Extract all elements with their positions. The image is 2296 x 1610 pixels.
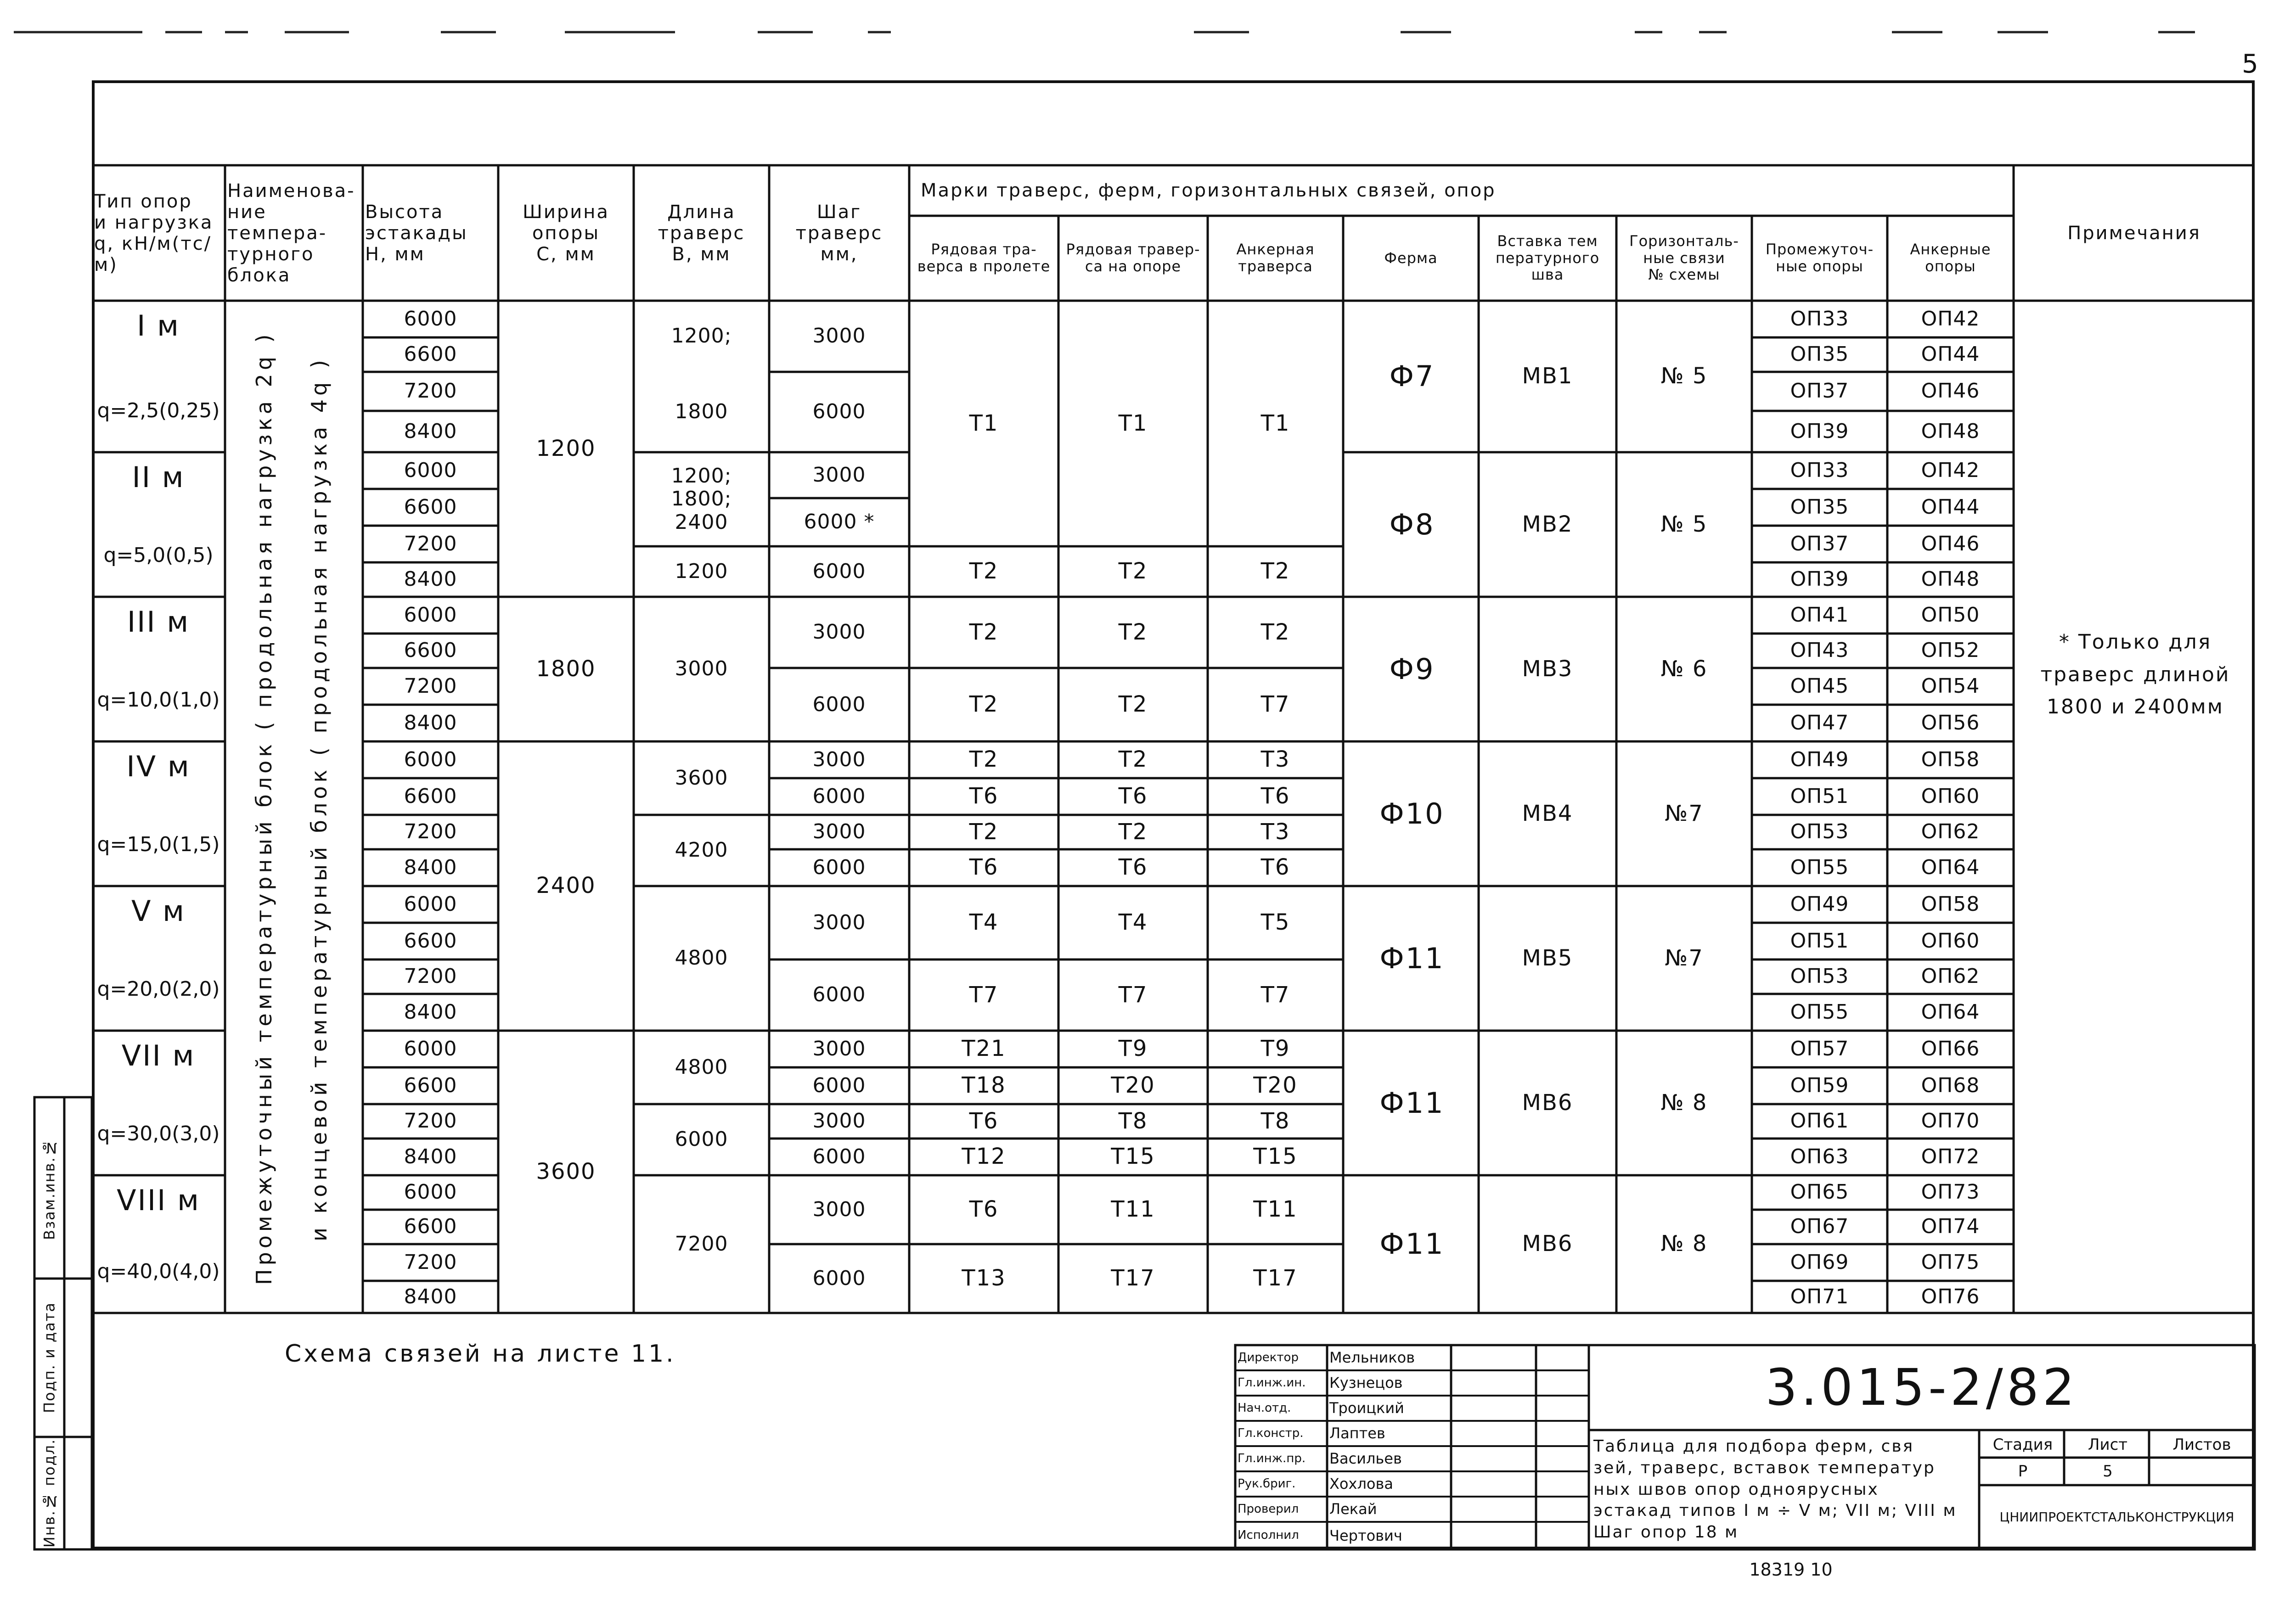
side-label-replace: Взам.инв.№ [40,1138,58,1240]
anchor-support-cell: ОП42 [1921,458,1980,482]
bracing-cell: №7 [1665,945,1704,971]
intermediate-support-cell: ОП39 [1790,419,1849,443]
intermediate-support-cell: ОП47 [1790,711,1849,735]
height-cell: 8400 [404,855,457,879]
subheader-4: Вставка тем пературного шва [1495,232,1600,284]
step-cell: 3000 [812,1197,866,1221]
step-cell: 6000 * [804,510,875,534]
height-cell: 6000 [404,307,457,331]
stamp-role: Гл.инж.пр. [1238,1451,1306,1465]
anchor-traverse-cell: Т11 [1253,1196,1298,1223]
height-cell: 8400 [404,711,457,735]
step-cell: 3000 [812,747,866,771]
row-traverse-support-cell: Т20 [1111,1072,1155,1099]
height-cell: 7200 [404,532,457,555]
side-label-inv: Инв.№ подл. [40,1438,58,1548]
step-cell: 6000 [812,1073,866,1097]
anchor-traverse-cell: Т2 [1261,558,1290,584]
intermediate-support-cell: ОП63 [1790,1144,1849,1168]
side-label-sign: Подп. и дата [40,1302,58,1414]
stamp-name: Чертович [1329,1526,1402,1544]
height-cell: 8400 [404,1144,457,1168]
anchor-support-cell: ОП68 [1921,1073,1980,1097]
length-cell: 1200; [671,324,732,348]
intermediate-support-cell: ОП65 [1790,1180,1849,1204]
height-cell: 6000 [404,892,457,916]
truss-cell: Ф8 [1389,507,1435,541]
intermediate-support-cell: ОП39 [1790,567,1849,591]
length-cell: 7200 [675,1232,728,1256]
intermediate-support-cell: ОП33 [1790,458,1849,482]
load-value: q=40,0(4,0) [97,1259,220,1283]
bottom-mark: 18319 10 [1749,1560,1833,1580]
header-length: Длина траверс В, мм [658,201,745,265]
length-cell: 4200 [675,838,728,862]
anchor-support-cell: ОП54 [1921,674,1980,698]
anchor-traverse-cell: Т3 [1261,819,1290,845]
anchor-support-cell: ОП46 [1921,532,1980,555]
height-cell: 8400 [404,1000,457,1024]
anchor-support-cell: ОП56 [1921,711,1980,735]
support-type: VIII м [117,1184,200,1217]
stage-label: Стадия [1992,1435,2053,1454]
intermediate-support-cell: ОП53 [1790,965,1849,988]
anchor-support-cell: ОП48 [1921,567,1980,591]
anchor-support-cell: ОП46 [1921,379,1980,403]
anchor-support-cell: ОП74 [1921,1215,1980,1239]
subheader-0: Рядовая тра- верса в пролете [917,241,1051,275]
stamp-name: Кузнецов [1329,1374,1403,1392]
step-cell: 3000 [812,910,866,934]
height-cell: 7200 [404,1250,457,1274]
stamp-role: Нач.отд. [1238,1401,1291,1415]
anchor-traverse-cell: Т9 [1261,1036,1290,1062]
row-traverse-span-cell: Т13 [962,1265,1006,1291]
sheet-label: Лист [2088,1435,2128,1454]
height-cell: 6600 [404,639,457,662]
anchor-traverse-cell: Т15 [1253,1144,1298,1170]
row-traverse-support-cell: Т2 [1118,819,1148,845]
header-step: Шаг траверс мм, [795,201,883,265]
anchor-support-cell: ОП58 [1921,747,1980,771]
intermediate-support-cell: ОП53 [1790,820,1849,844]
support-type: II м [132,460,185,494]
header-type: Тип опор и нагрузка q, кН/м(тс/м) [94,191,214,275]
truss-cell: Ф10 [1379,797,1445,830]
row-traverse-span-cell: Т2 [969,619,999,645]
stamp-name: Троицкий [1329,1399,1404,1417]
anchor-support-cell: ОП76 [1921,1285,1980,1308]
block-label-intermediate: Промежуточный температурный блок ( продольная нагрузка 2q ) [252,331,276,1285]
row-traverse-span-cell: Т4 [969,909,999,936]
doc-code: 3.015-2/82 [1765,1358,2078,1417]
header-notes: Примечания [2067,222,2201,244]
support-type: III м [127,605,190,639]
anchor-traverse-cell: Т6 [1261,783,1290,809]
intermediate-support-cell: ОП37 [1790,379,1849,403]
row-traverse-span-cell: Т2 [969,746,999,773]
row-traverse-support-cell: Т2 [1118,691,1148,718]
intermediate-support-cell: ОП49 [1790,892,1849,916]
subheader-2: Анкерная траверса [1236,241,1315,275]
intermediate-support-cell: ОП37 [1790,532,1849,555]
truss-cell: Ф11 [1379,941,1445,975]
anchor-support-cell: ОП44 [1921,495,1980,519]
step-cell: 3000 [812,463,866,487]
anchor-traverse-cell: Т20 [1253,1072,1298,1099]
intermediate-support-cell: ОП55 [1790,1000,1849,1024]
header-marks: Марки траверс, ферм, горизонтальных связей, опор [921,180,1496,201]
anchor-traverse-cell: Т2 [1261,619,1290,645]
sheet-value: 5 [2103,1462,2113,1481]
length-cell: 1800 [675,400,728,424]
bracing-cell: № 8 [1660,1231,1708,1257]
intermediate-support-cell: ОП57 [1790,1037,1849,1060]
stamp-role: Гл.констр. [1238,1426,1304,1440]
anchor-support-cell: ОП62 [1921,820,1980,844]
anchor-support-cell: ОП72 [1921,1144,1980,1168]
intermediate-support-cell: ОП71 [1790,1285,1849,1308]
intermediate-support-cell: ОП51 [1790,784,1849,808]
row-traverse-span-cell: Т2 [969,819,999,845]
height-cell: 7200 [404,820,457,844]
step-cell: 6000 [812,784,866,808]
row-traverse-support-cell: Т6 [1118,854,1148,881]
anchor-support-cell: ОП58 [1921,892,1980,916]
anchor-support-cell: ОП60 [1921,929,1980,953]
corner-mark: 5 [2242,49,2258,79]
insert-cell: МВ4 [1522,800,1573,826]
step-cell: 6000 [812,1266,866,1290]
anchor-support-cell: ОП42 [1921,307,1980,331]
stamp-role: Рук.бриг. [1238,1476,1296,1491]
height-cell: 8400 [404,567,457,591]
height-cell: 6000 [404,1180,457,1204]
anchor-support-cell: ОП62 [1921,965,1980,988]
length-cell: 4800 [675,946,728,970]
stage-value: Р [2018,1462,2028,1481]
bracing-cell: №7 [1665,800,1704,826]
intermediate-support-cell: ОП69 [1790,1250,1849,1274]
insert-cell: МВ1 [1522,363,1573,389]
width-cell: 3600 [536,1158,596,1184]
bracing-cell: № 8 [1660,1089,1708,1116]
intermediate-support-cell: ОП61 [1790,1109,1849,1133]
insert-cell: МВ2 [1522,511,1573,537]
row-traverse-support-cell: Т15 [1111,1144,1155,1170]
intermediate-support-cell: ОП35 [1790,342,1849,366]
stamp-name: Лаптев [1329,1425,1385,1442]
anchor-support-cell: ОП60 [1921,784,1980,808]
block-label-end: и концевой температурный блок ( продольная нагрузка 4q ) [307,356,332,1241]
anchor-traverse-cell: Т1 [1261,410,1290,436]
stamp-name: Хохлова [1329,1475,1393,1493]
stamp-role: Проверил [1238,1502,1299,1516]
row-traverse-span-cell: Т6 [969,783,999,809]
row-traverse-span-cell: Т12 [962,1144,1006,1170]
row-traverse-span-cell: Т6 [969,1196,999,1223]
row-traverse-span-cell: Т18 [962,1072,1006,1099]
anchor-traverse-cell: Т6 [1261,854,1290,881]
length-cell: 3600 [675,766,728,790]
stamp-role: Гл.инж.ин. [1238,1375,1306,1390]
height-cell: 6600 [404,784,457,808]
subheader-1: Рядовая травер- са на опоре [1066,241,1200,275]
sheet-title: Таблица для подбора ферм, свя зей, траверс, вставок температур ных швов опор одноярусных эстакад типов I м ÷ V м; VII м; VIII м Шаг опор 18 м [1593,1437,1957,1542]
length-cell: 1200 [675,559,728,583]
anchor-support-cell: ОП52 [1921,639,1980,662]
step-cell: 6000 [812,400,866,424]
intermediate-support-cell: ОП67 [1790,1215,1849,1239]
stamp-role: Исполнил [1238,1528,1299,1543]
organization: ЦНИИПРОЕКТСТАЛЬКОНСТРУКЦИЯ [1999,1509,2234,1525]
height-cell: 6600 [404,495,457,519]
truss-cell: Ф9 [1389,652,1435,686]
height-cell: 7200 [404,965,457,988]
load-value: q=2,5(0,25) [97,398,220,422]
stamp-name: Васильев [1329,1450,1402,1468]
intermediate-support-cell: ОП51 [1790,929,1849,953]
insert-cell: МВ6 [1522,1089,1573,1116]
length-cell: 3000 [675,657,728,681]
row-traverse-support-cell: Т6 [1118,783,1148,809]
support-type: IV м [126,750,191,784]
row-traverse-support-cell: Т2 [1118,746,1148,773]
step-cell: 3000 [812,1109,866,1133]
subheader-6: Промежуточ- ные опоры [1765,241,1874,275]
anchor-support-cell: ОП73 [1921,1180,1980,1204]
intermediate-support-cell: ОП33 [1790,307,1849,331]
subheader-3: Ферма [1384,249,1438,267]
intermediate-support-cell: ОП41 [1790,603,1849,627]
length-cell: 4800 [675,1055,728,1079]
height-cell: 8400 [404,1285,457,1308]
stamp-name: Лекай [1329,1500,1377,1518]
step-cell: 6000 [812,559,866,583]
sheets-label: Листов [2172,1435,2231,1454]
step-cell: 3000 [812,324,866,348]
step-cell: 6000 [812,692,866,716]
anchor-support-cell: ОП64 [1921,1000,1980,1024]
row-traverse-span-cell: Т2 [969,691,999,718]
row-traverse-support-cell: Т8 [1118,1108,1148,1134]
truss-cell: Ф11 [1379,1227,1445,1261]
row-traverse-span-cell: Т2 [969,558,999,584]
anchor-support-cell: ОП48 [1921,419,1980,443]
height-cell: 6000 [404,747,457,771]
bracing-cell: № 6 [1660,656,1708,682]
step-cell: 3000 [812,1037,866,1060]
insert-cell: МВ3 [1522,656,1573,682]
row-traverse-span-cell: Т1 [969,410,999,436]
anchor-support-cell: ОП50 [1921,603,1980,627]
header-height: Высота эстакады Н, мм [365,201,468,265]
bracing-cell: № 5 [1660,363,1708,389]
height-cell: 6600 [404,342,457,366]
step-cell: 6000 [812,983,866,1007]
intermediate-support-cell: ОП55 [1790,855,1849,879]
header-width: Ширина опоры С, мм [523,201,609,265]
row-traverse-support-cell: Т17 [1111,1265,1155,1291]
subheader-5: Горизонталь- ные связи № схемы [1629,232,1739,284]
support-type: I м [137,309,180,343]
row-traverse-support-cell: Т9 [1118,1036,1148,1062]
height-cell: 6600 [404,1073,457,1097]
height-cell: 6000 [404,458,457,482]
row-traverse-support-cell: Т2 [1118,619,1148,645]
height-cell: 7200 [404,1109,457,1133]
anchor-traverse-cell: Т8 [1261,1108,1290,1134]
support-type: VII м [121,1039,196,1073]
intermediate-support-cell: ОП45 [1790,674,1849,698]
row-traverse-support-cell: Т4 [1118,909,1148,936]
footnote: * Только для траверс длиной 1800 и 2400мм [2040,630,2230,719]
insert-cell: МВ6 [1522,1231,1573,1257]
intermediate-support-cell: ОП43 [1790,639,1849,662]
row-traverse-span-cell: Т6 [969,854,999,881]
anchor-traverse-cell: Т7 [1261,691,1290,718]
intermediate-support-cell: ОП35 [1790,495,1849,519]
anchor-traverse-cell: Т5 [1261,909,1290,936]
anchor-support-cell: ОП66 [1921,1037,1980,1060]
anchor-support-cell: ОП64 [1921,855,1980,879]
anchor-traverse-cell: Т3 [1261,746,1290,773]
intermediate-support-cell: ОП49 [1790,747,1849,771]
row-traverse-support-cell: Т2 [1118,558,1148,584]
step-cell: 3000 [812,820,866,844]
support-type: V м [131,894,186,928]
row-traverse-span-cell: Т6 [969,1108,999,1134]
height-cell: 6600 [404,1215,457,1239]
height-cell: 6000 [404,603,457,627]
width-cell: 1800 [536,656,596,682]
stamp-role: Директор [1238,1350,1299,1364]
insert-cell: МВ5 [1522,945,1573,971]
anchor-support-cell: ОП75 [1921,1250,1980,1274]
header-name: Наименова- ние темпера- турного блока [227,180,355,286]
load-value: q=20,0(2,0) [97,977,220,1001]
length-cell: 1200; 1800; 2400 [671,464,732,534]
step-cell: 3000 [812,620,866,644]
width-cell: 2400 [536,873,596,899]
length-cell: 6000 [675,1128,728,1151]
row-traverse-support-cell: Т1 [1118,410,1148,436]
anchor-support-cell: ОП70 [1921,1109,1980,1133]
step-cell: 6000 [812,855,866,879]
bracing-cell: № 5 [1660,511,1708,537]
height-cell: 7200 [404,379,457,403]
row-traverse-span-cell: Т7 [969,982,999,1008]
load-value: q=5,0(0,5) [103,543,214,567]
anchor-traverse-cell: Т7 [1261,982,1290,1008]
truss-cell: Ф11 [1379,1086,1445,1120]
load-value: q=10,0(1,0) [97,688,220,712]
row-traverse-support-cell: Т11 [1111,1196,1155,1223]
stamp-name: Мельников [1329,1349,1415,1367]
anchor-support-cell: ОП44 [1921,342,1980,366]
anchor-traverse-cell: Т17 [1253,1265,1298,1291]
height-cell: 7200 [404,674,457,698]
row-traverse-span-cell: Т21 [962,1036,1006,1062]
subheader-7: Анкерные опоры [1910,241,1991,275]
row-traverse-support-cell: Т7 [1118,982,1148,1008]
step-cell: 6000 [812,1144,866,1168]
height-cell: 6000 [404,1037,457,1060]
load-value: q=15,0(1,5) [97,832,220,856]
intermediate-support-cell: ОП59 [1790,1073,1849,1097]
height-cell: 6600 [404,929,457,953]
scheme-note: Схема связей на листе 11. [285,1340,676,1368]
truss-cell: Ф7 [1389,359,1435,393]
load-value: q=30,0(3,0) [97,1122,220,1145]
height-cell: 8400 [404,419,457,443]
width-cell: 1200 [536,435,596,461]
